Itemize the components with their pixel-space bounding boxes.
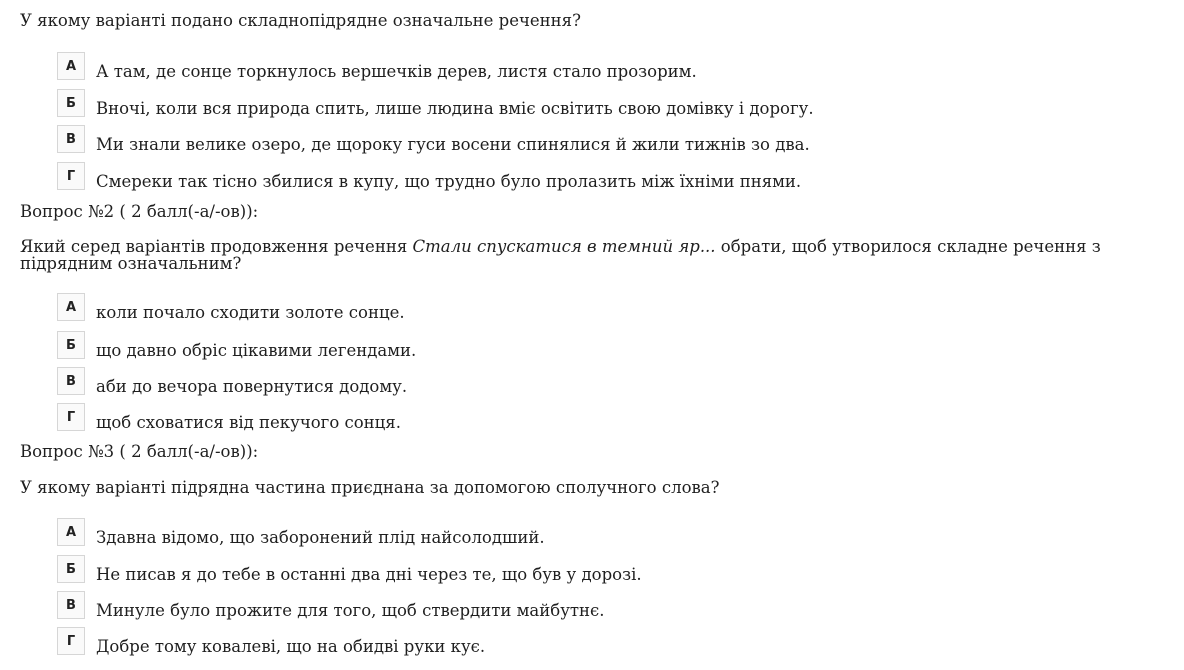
- option-b-text: Вночі, коли вся природа спить, лише людина вміє освітить свою домівку і дорогу.: [96, 98, 814, 118]
- option-a-badge[interactable]: А: [57, 293, 85, 321]
- question-3-header: Вопрос №3 ( 2 балл(-а/-ов)):: [20, 442, 259, 461]
- option-a-text: коли почало сходити золоте сонце.: [96, 302, 405, 322]
- question-3-option-b[interactable]: [57, 554, 642, 584]
- question-1-option-g[interactable]: [57, 161, 801, 191]
- option-b-badge[interactable]: Б: [57, 89, 85, 117]
- option-v-text: Ми знали велике озеро, де щороку гуси восени спинялися й жили тижнів зо два.: [96, 134, 810, 154]
- question-3-option-a[interactable]: [57, 517, 545, 547]
- question-1-text: [20, 12, 1140, 29]
- option-b-text: що давно обріс цікавими легендами.: [96, 340, 417, 360]
- option-g-badge[interactable]: Г: [57, 162, 85, 190]
- question-2-option-a[interactable]: [57, 292, 405, 322]
- option-v-text: Минуле було прожите для того, щоб ствердити майбутнє.: [96, 600, 605, 620]
- question-2-text-main: Який серед варіантів продовження речення: [20, 237, 413, 256]
- option-v-badge[interactable]: В: [57, 367, 85, 395]
- question-2-text: [20, 238, 1140, 272]
- question-3-text-main: У якому варіанті підрядна частина приєднана за допомогою сполучного слова?: [20, 478, 720, 497]
- option-v-badge[interactable]: В: [57, 125, 85, 153]
- option-v-text: аби до вечора повернутися додому.: [96, 376, 408, 396]
- question-2-text-italic: Стали спускатися в темний яр...: [412, 237, 716, 256]
- question-2-option-b[interactable]: [57, 330, 416, 360]
- option-v-badge[interactable]: В: [57, 591, 85, 619]
- question-3-option-v[interactable]: [57, 590, 605, 620]
- option-a-badge[interactable]: А: [57, 518, 85, 546]
- option-a-badge[interactable]: А: [57, 52, 85, 80]
- question-3-text: [20, 479, 1140, 496]
- option-a-text: Здавна відомо, що заборонений плід найсолодший.: [96, 527, 545, 547]
- question-3-option-g[interactable]: [57, 626, 485, 656]
- option-b-text: Не писав я до тебе в останні два дні через те, що був у дорозі.: [96, 564, 642, 584]
- option-g-text: Добре тому ковалеві, що на обидві руки кує.: [96, 636, 486, 656]
- question-2-header: Вопрос №2 ( 2 балл(-а/-ов)):: [20, 202, 259, 221]
- option-g-badge[interactable]: Г: [57, 627, 85, 655]
- question-1-text-main: У якому варіанті подано складнопідрядне означальне речення?: [20, 11, 581, 30]
- option-b-badge[interactable]: Б: [57, 555, 85, 583]
- question-2-text-end: обрати, щоб утворилося складне речення з підрядним означальним?: [20, 237, 1101, 273]
- question-2-option-g[interactable]: [57, 402, 401, 432]
- option-g-badge[interactable]: Г: [57, 403, 85, 431]
- option-b-badge[interactable]: Б: [57, 331, 85, 359]
- option-a-text: А там, де сонце торкнулось вершечків дерев, листя стало прозорим.: [96, 61, 697, 81]
- option-g-text: Смереки так тісно збилися в купу, що трудно було пролазить між їхніми пнями.: [96, 171, 802, 191]
- question-1-option-a[interactable]: [57, 51, 697, 81]
- question-1-option-v[interactable]: [57, 124, 810, 154]
- question-2-option-v[interactable]: [57, 366, 407, 396]
- question-1-option-b[interactable]: [57, 88, 814, 118]
- option-g-text: щоб сховатися від пекучого сонця.: [96, 412, 401, 432]
